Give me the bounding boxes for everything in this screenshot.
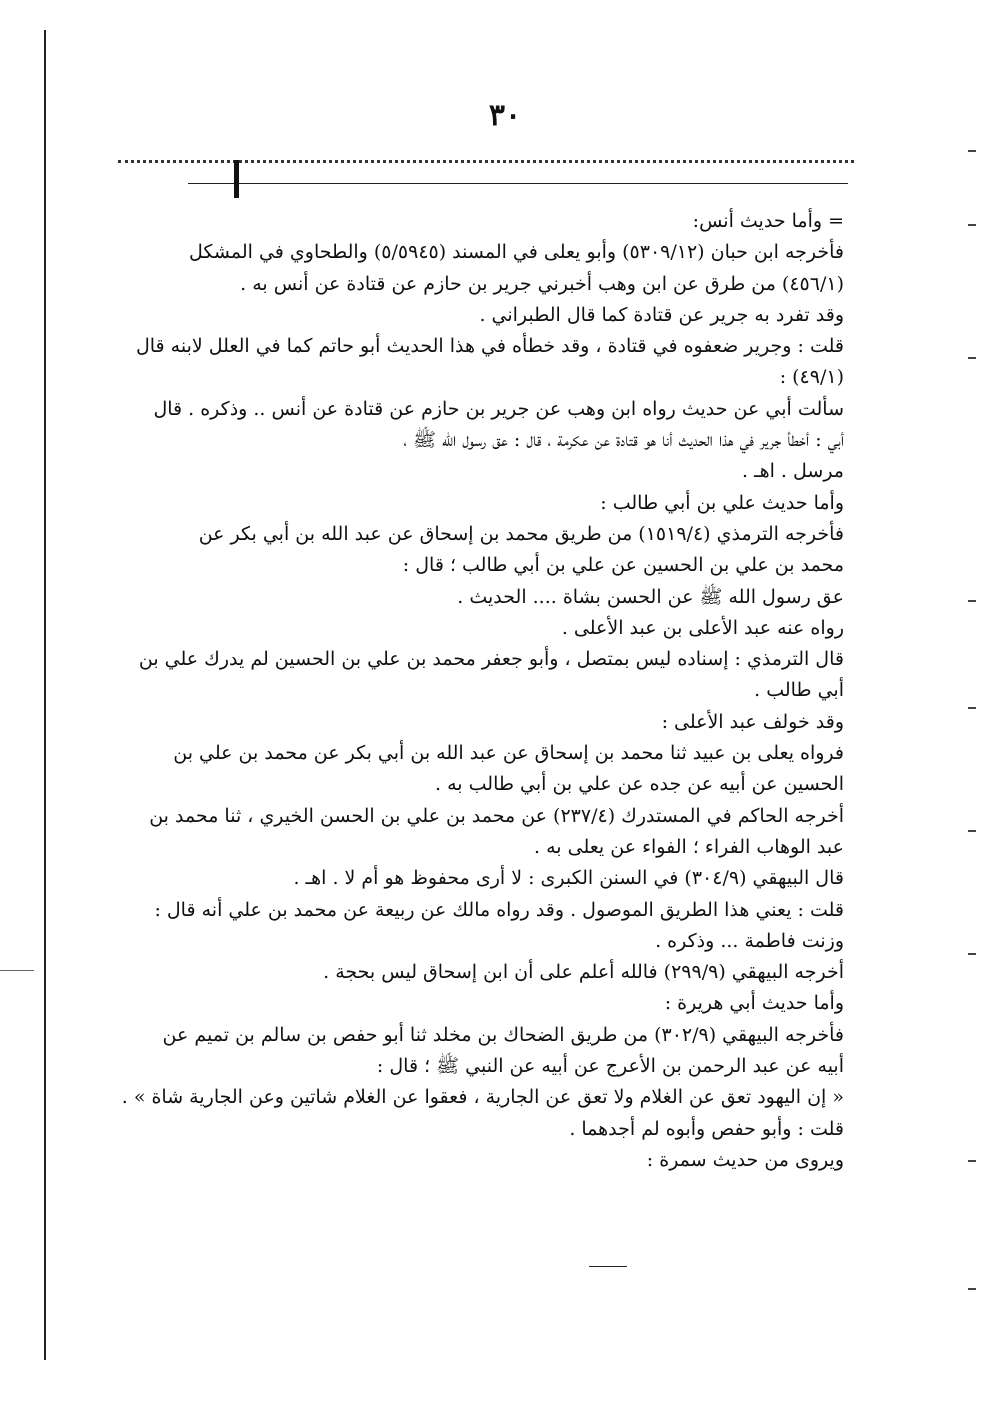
text-line: وقد خولف عبد الأعلى : — [661, 710, 844, 733]
text-line: قلت : وأبو حفص وأبوه لم أجدهما . — [569, 1117, 844, 1140]
text-line: ويروى من حديث سمرة : — [646, 1148, 844, 1171]
dotted-separator — [118, 160, 854, 163]
ink-mark — [234, 160, 239, 198]
text-line: (٤٩/١) : — [779, 366, 844, 389]
text-line: وزنت فاطمة ... وذكره . — [655, 929, 844, 952]
text-line: وقد تفرد به جرير عن قتادة كما قال الطبراني . — [479, 303, 844, 326]
text-line: فأخرجه ابن حبان (٥٣٠٩/١٢) وأبو يعلى في المسند (٥/٥٩٤٥) والطحاوي في المشكل — [189, 241, 844, 264]
text-line: سألت أبي عن حديث رواه ابن وهب عن جرير بن حازم عن قتادة عن أنس .. وذكره . قال — [153, 397, 844, 420]
text-line: قلت : وجرير ضعفوه في قتادة ، وقد خطأه في هذا الحديث أبو حاتم كما في العلل لابنه قال — [135, 335, 844, 358]
text-line: فأخرجه الترمذي (١٥١٩/٤) من طريق محمد بن إسحاق عن عبد الله بن أبي بكر عن — [198, 522, 844, 545]
text-line: فأخرجه البيهقي (٣٠٢/٩) من طريق الضحاك بن مخلد ثنا أبو حفص بن سالم بن تميم عن — [162, 1023, 844, 1046]
text-line: قال الترمذي : إسناده ليس بمتصل ، وأبو جعفر محمد بن علي بن الحسين لم يدرك علي بن — [138, 648, 844, 671]
right-margin-tick — [968, 357, 976, 359]
text-line: = وأما حديث أنس: — [692, 210, 844, 232]
text-line: قلت : يعني هذا الطريق الموصول . وقد رواه مالك عن ربيعة عن محمد بن علي أنه قال : — [154, 898, 844, 921]
right-margin-tick — [968, 953, 976, 955]
text-line: أبيه عن عبد الرحمن بن الأعرج عن أبيه عن النبي ﷺ ؛ قال : — [376, 1055, 844, 1078]
text-line: رواه عنه عبد الأعلى بن عبد الأعلى . — [561, 616, 844, 639]
right-margin-tick — [968, 150, 976, 152]
right-margin-tick — [968, 830, 976, 832]
margin-dash — [0, 970, 34, 971]
text-line: أخرجه الحاكم في المستدرك (٢٣٧/٤) عن محمد بن علي بن الحسن الخيري ، ثنا محمد بن — [149, 804, 844, 827]
closing-rule — [589, 1266, 627, 1267]
text-line: مرسل . اهـ . — [741, 460, 844, 483]
text-line: (٤٥٦/١) من طرق عن ابن وهب أخبرني جرير بن حازم عن قتادة عن أنس به . — [240, 272, 844, 295]
text-line: أبي : أخطأ جرير في هذا الحديث أنا هو قتادة عن عكرمة ، قال : عق رسول الله ﷺ ، — [403, 429, 844, 452]
right-margin-tick — [968, 224, 976, 226]
text-line: أبي طالب . — [754, 679, 844, 702]
text-line: قال البيهقي (٣٠٤/٩) في السنن الكبرى : لا أرى محفوظ هو أم لا . اهـ . — [293, 867, 844, 890]
right-margin-tick — [968, 707, 976, 709]
body-text — [118, 206, 844, 1176]
page-number: ٣٠ — [488, 98, 522, 133]
text-line: فرواه يعلى بن عبيد ثنا محمد بن إسحاق عن عبد الله بن أبي بكر عن محمد بن علي بن — [173, 742, 844, 765]
header-rule — [188, 183, 848, 184]
text-line: وأما حديث أبي هريرة : — [664, 992, 844, 1015]
text-line: أخرجه البيهقي (٢٩٩/٩) فالله أعلم على أن ابن إسحاق ليس بحجة . — [323, 961, 844, 984]
margin-rule — [44, 30, 46, 1360]
text-line: الحسين عن أبيه عن جده عن علي بن أبي طالب به . — [435, 773, 844, 796]
text-line: « إن اليهود تعق عن الغلام ولا تعق عن الجارية ، فعقوا عن الغلام شاتين وعن الجارية شاة » . — [121, 1086, 844, 1109]
text-line: عبد الوهاب الفراء ؛ الفواء عن يعلى به . — [534, 835, 844, 858]
right-margin-tick — [968, 1288, 976, 1290]
text-line: وأما حديث علي بن أبي طالب : — [600, 491, 844, 514]
text-line: محمد بن علي بن الحسين عن علي بن أبي طالب ؛ قال : — [402, 554, 844, 577]
right-margin-tick — [968, 600, 976, 602]
right-margin-tick — [968, 1160, 976, 1162]
text-line: عق رسول الله ﷺ عن الحسن بشاة .... الحديث . — [457, 585, 844, 608]
